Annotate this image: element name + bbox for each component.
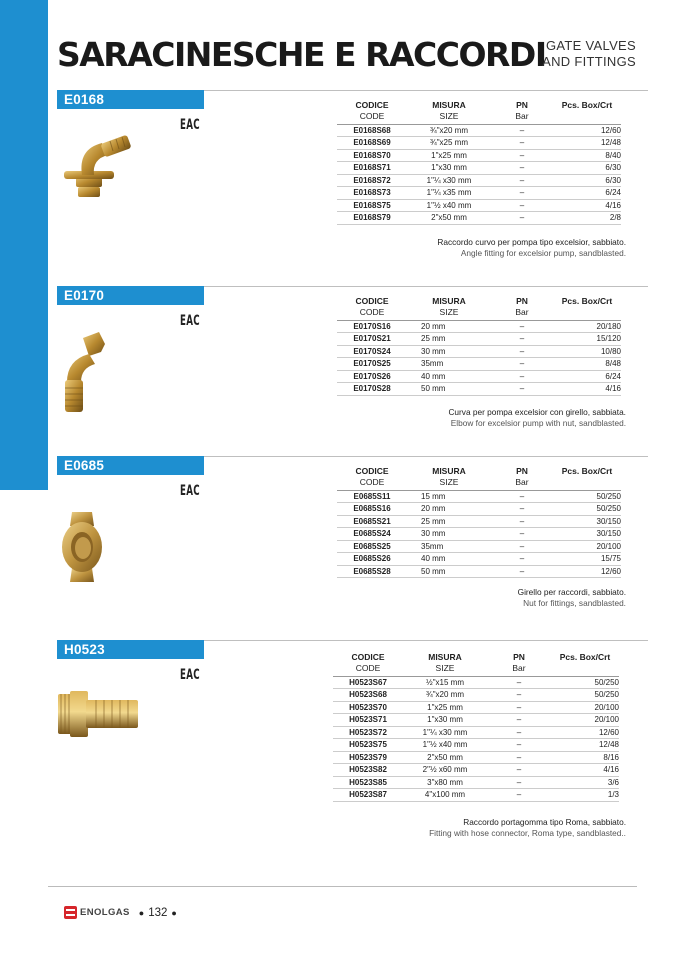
size: 40 mm bbox=[407, 553, 491, 566]
col-size: MISURA SIZE bbox=[403, 652, 487, 676]
eac-mark: EAC bbox=[180, 667, 200, 683]
table-row bbox=[333, 789, 619, 802]
footer bbox=[64, 906, 181, 919]
pn: – bbox=[487, 789, 551, 802]
size: 35mm bbox=[407, 358, 491, 371]
product-code: E0685S24 bbox=[337, 528, 407, 541]
size: 30 mm bbox=[407, 528, 491, 541]
pcs: 6/30 bbox=[553, 174, 621, 187]
col-pcs: Pcs. Box/Crt bbox=[553, 296, 621, 320]
product-code: E0685S11 bbox=[337, 490, 407, 503]
table-row bbox=[333, 776, 619, 789]
pn: – bbox=[491, 553, 553, 566]
table-row bbox=[333, 689, 619, 702]
size: ½"x15 mm bbox=[403, 676, 487, 689]
table-row bbox=[337, 540, 621, 553]
product-code: E0685S28 bbox=[337, 565, 407, 578]
table-row bbox=[337, 149, 621, 162]
product-code: E0170S28 bbox=[337, 383, 407, 396]
pcs: 1/3 bbox=[551, 789, 619, 802]
col-code: CODICE CODE bbox=[337, 296, 407, 320]
pn: – bbox=[491, 565, 553, 578]
pn: – bbox=[491, 490, 553, 503]
hose-connector-image bbox=[58, 688, 140, 740]
product-description bbox=[437, 237, 626, 259]
product-code: E0170S24 bbox=[337, 345, 407, 358]
table-row bbox=[333, 726, 619, 739]
pcs: 20/100 bbox=[553, 540, 621, 553]
table-row bbox=[337, 187, 621, 200]
pn: – bbox=[491, 212, 553, 225]
table-row bbox=[337, 565, 621, 578]
description-en: Elbow for excelsior pump with nut, sandblasted. bbox=[450, 418, 626, 428]
description-it: Raccordo curvo per pompa tipo excelsior, sabbiato. bbox=[437, 237, 626, 247]
size: 2"x50 mm bbox=[407, 212, 491, 225]
bullet-icon: ● bbox=[171, 907, 177, 918]
table-row bbox=[337, 515, 621, 528]
table-row bbox=[337, 320, 621, 333]
product-code: E0170S16 bbox=[337, 320, 407, 333]
pcs: 8/16 bbox=[551, 751, 619, 764]
subtitle-line-1: GATE VALVES bbox=[546, 38, 636, 53]
size: ¾"x25 mm bbox=[407, 137, 491, 150]
pn: – bbox=[491, 137, 553, 150]
product-code: E0685S16 bbox=[337, 503, 407, 516]
table-row bbox=[337, 212, 621, 225]
col-pn: PN Bar bbox=[491, 296, 553, 320]
pn: – bbox=[491, 358, 553, 371]
size: 1"¼ x35 mm bbox=[407, 187, 491, 200]
table-row bbox=[337, 383, 621, 396]
size: 40 mm bbox=[407, 370, 491, 383]
pn: – bbox=[491, 515, 553, 528]
page-title: SARACINESCHE E RACCORDI bbox=[57, 35, 546, 74]
product-code: E0168S70 bbox=[337, 149, 407, 162]
col-size: MISURA SIZE bbox=[407, 466, 491, 490]
size: 1"x25 mm bbox=[403, 701, 487, 714]
pn: – bbox=[487, 739, 551, 752]
col-pn: PN Bar bbox=[491, 466, 553, 490]
table-row bbox=[333, 714, 619, 727]
pn: – bbox=[491, 345, 553, 358]
pn: – bbox=[491, 528, 553, 541]
product-code: H0523S70 bbox=[333, 701, 403, 714]
table-row bbox=[337, 162, 621, 175]
pn: – bbox=[491, 199, 553, 212]
size: 20 mm bbox=[407, 503, 491, 516]
col-code: CODICE CODE bbox=[337, 466, 407, 490]
page-subtitle bbox=[542, 38, 636, 70]
product-code: E0170S25 bbox=[337, 358, 407, 371]
elbow-with-nut-image bbox=[55, 330, 110, 415]
description-en: Nut for fittings, sandblasted. bbox=[523, 598, 626, 608]
size: 4"x100 mm bbox=[403, 789, 487, 802]
pn: – bbox=[491, 149, 553, 162]
side-accent-bar bbox=[0, 0, 48, 490]
product-code: H0523S72 bbox=[333, 726, 403, 739]
pcs: 30/150 bbox=[553, 528, 621, 541]
table-header-row bbox=[337, 100, 621, 124]
size: 1"x30 mm bbox=[403, 714, 487, 727]
pcs: 50/250 bbox=[551, 689, 619, 702]
pn: – bbox=[487, 764, 551, 777]
size: 50 mm bbox=[407, 565, 491, 578]
product-code: E0168S71 bbox=[337, 162, 407, 175]
description-en: Fitting with hose connector, Roma type, sandblasted.. bbox=[429, 828, 626, 838]
pcs: 20/100 bbox=[551, 714, 619, 727]
table-row bbox=[337, 137, 621, 150]
table-row bbox=[333, 764, 619, 777]
table-row bbox=[337, 528, 621, 541]
pcs: 50/250 bbox=[553, 490, 621, 503]
product-code: E0685S25 bbox=[337, 540, 407, 553]
col-code: CODICE CODE bbox=[337, 100, 407, 124]
pn: – bbox=[491, 174, 553, 187]
product-code: E0168S68 bbox=[337, 124, 407, 137]
pcs: 15/120 bbox=[553, 333, 621, 346]
pn: – bbox=[487, 689, 551, 702]
pcs: 8/40 bbox=[553, 149, 621, 162]
section-tab: E0685 bbox=[57, 456, 204, 475]
product-code: E0685S21 bbox=[337, 515, 407, 528]
angle-fitting-image bbox=[58, 135, 138, 205]
section-tab: E0170 bbox=[57, 286, 204, 305]
section-divider bbox=[204, 286, 648, 287]
pn: – bbox=[487, 751, 551, 764]
product-code: E0170S26 bbox=[337, 370, 407, 383]
pcs: 12/60 bbox=[553, 124, 621, 137]
product-code: E0170S21 bbox=[337, 333, 407, 346]
product-description bbox=[429, 817, 626, 839]
product-code: H0523S82 bbox=[333, 764, 403, 777]
size: 15 mm bbox=[407, 490, 491, 503]
product-code: E0685S26 bbox=[337, 553, 407, 566]
table-header-row bbox=[337, 296, 621, 320]
product-code: E0168S72 bbox=[337, 174, 407, 187]
product-description bbox=[518, 587, 626, 609]
col-pn: PN Bar bbox=[491, 100, 553, 124]
pcs: 2/8 bbox=[553, 212, 621, 225]
pcs: 4/16 bbox=[553, 199, 621, 212]
section-tab: H0523 bbox=[57, 640, 204, 659]
spec-table bbox=[337, 466, 621, 578]
page-number: 132 bbox=[148, 906, 168, 919]
bullet-icon: ● bbox=[138, 907, 145, 918]
size: 2"x50 mm bbox=[403, 751, 487, 764]
product-code: H0523S85 bbox=[333, 776, 403, 789]
pcs: 12/48 bbox=[551, 739, 619, 752]
size: ¾"x20 mm bbox=[407, 124, 491, 137]
pcs: 3/6 bbox=[551, 776, 619, 789]
pn: – bbox=[491, 333, 553, 346]
product-code: H0523S87 bbox=[333, 789, 403, 802]
table-row bbox=[333, 739, 619, 752]
product-code: E0168S79 bbox=[337, 212, 407, 225]
pcs: 12/60 bbox=[551, 726, 619, 739]
pn: – bbox=[491, 540, 553, 553]
product-code: H0523S67 bbox=[333, 676, 403, 689]
enolgas-logo-icon bbox=[64, 906, 77, 919]
eac-mark: EAC bbox=[180, 117, 200, 133]
pn: – bbox=[491, 383, 553, 396]
table-row bbox=[337, 199, 621, 212]
nut-image bbox=[58, 510, 108, 585]
product-code: H0523S68 bbox=[333, 689, 403, 702]
product-code: H0523S79 bbox=[333, 751, 403, 764]
pcs: 15/75 bbox=[553, 553, 621, 566]
pcs: 50/250 bbox=[553, 503, 621, 516]
size: 2"½ x60 mm bbox=[403, 764, 487, 777]
table-row bbox=[337, 490, 621, 503]
col-pcs: Pcs. Box/Crt bbox=[551, 652, 619, 676]
description-it: Raccordo portagomma tipo Roma, sabbiato. bbox=[463, 817, 626, 827]
table-row bbox=[337, 333, 621, 346]
table-row bbox=[337, 345, 621, 358]
pcs: 50/250 bbox=[551, 676, 619, 689]
pcs: 12/60 bbox=[553, 565, 621, 578]
pn: – bbox=[487, 776, 551, 789]
pn: – bbox=[487, 701, 551, 714]
description-en: Angle fitting for excelsior pump, sandblasted. bbox=[460, 248, 626, 258]
pcs: 4/16 bbox=[553, 383, 621, 396]
size: 35mm bbox=[407, 540, 491, 553]
pcs: 10/80 bbox=[553, 345, 621, 358]
col-pcs: Pcs. Box/Crt bbox=[553, 100, 621, 124]
pn: – bbox=[491, 162, 553, 175]
section-divider bbox=[204, 90, 648, 91]
section-divider bbox=[204, 456, 648, 457]
section-divider bbox=[204, 640, 648, 641]
pcs: 4/16 bbox=[551, 764, 619, 777]
size: 25 mm bbox=[407, 333, 491, 346]
col-code: CODICE CODE bbox=[333, 652, 403, 676]
pn: – bbox=[487, 726, 551, 739]
table-header-row bbox=[333, 652, 619, 676]
spec-table bbox=[337, 100, 621, 225]
footer-divider bbox=[48, 886, 637, 887]
product-code: E0168S75 bbox=[337, 199, 407, 212]
size: 3"x80 mm bbox=[403, 776, 487, 789]
table-row bbox=[337, 174, 621, 187]
pcs: 30/150 bbox=[553, 515, 621, 528]
spec-table bbox=[333, 652, 619, 802]
pn: – bbox=[491, 124, 553, 137]
pn: – bbox=[491, 187, 553, 200]
pcs: 20/100 bbox=[551, 701, 619, 714]
table-row bbox=[337, 358, 621, 371]
pcs: 12/48 bbox=[553, 137, 621, 150]
table-row bbox=[337, 124, 621, 137]
brand-name: ENOLGAS bbox=[80, 907, 130, 918]
pcs: 6/24 bbox=[553, 370, 621, 383]
pn: – bbox=[491, 370, 553, 383]
table-row bbox=[333, 676, 619, 689]
product-code: E0168S73 bbox=[337, 187, 407, 200]
pn: – bbox=[491, 320, 553, 333]
section-tab: E0168 bbox=[57, 90, 204, 109]
size: 1"x25 mm bbox=[407, 149, 491, 162]
table-row bbox=[337, 370, 621, 383]
table-header-row bbox=[337, 466, 621, 490]
table-row bbox=[337, 553, 621, 566]
product-code: H0523S75 bbox=[333, 739, 403, 752]
size: 1"½ x40 mm bbox=[407, 199, 491, 212]
pcs: 6/30 bbox=[553, 162, 621, 175]
col-size: MISURA SIZE bbox=[407, 100, 491, 124]
eac-mark: EAC bbox=[180, 483, 200, 499]
table-row bbox=[333, 751, 619, 764]
size: 20 mm bbox=[407, 320, 491, 333]
col-pcs: Pcs. Box/Crt bbox=[553, 466, 621, 490]
table-row bbox=[337, 503, 621, 516]
size: 1"½ x40 mm bbox=[403, 739, 487, 752]
size: 1"¼ x30 mm bbox=[407, 174, 491, 187]
col-pn: PN Bar bbox=[487, 652, 551, 676]
size: 1"¼ x30 mm bbox=[403, 726, 487, 739]
pcs: 20/180 bbox=[553, 320, 621, 333]
size: 1"x30 mm bbox=[407, 162, 491, 175]
table-row bbox=[333, 701, 619, 714]
description-it: Girello per raccordi, sabbiato. bbox=[517, 587, 626, 597]
eac-mark: EAC bbox=[180, 313, 200, 329]
col-size: MISURA SIZE bbox=[407, 296, 491, 320]
spec-table bbox=[337, 296, 621, 396]
size: 30 mm bbox=[407, 345, 491, 358]
subtitle-line-2: AND FITTINGS bbox=[542, 54, 636, 69]
product-description bbox=[448, 407, 626, 429]
product-code: E0168S69 bbox=[337, 137, 407, 150]
product-code: H0523S71 bbox=[333, 714, 403, 727]
pcs: 8/48 bbox=[553, 358, 621, 371]
pn: – bbox=[487, 714, 551, 727]
size: ¾"x20 mm bbox=[403, 689, 487, 702]
size: 50 mm bbox=[407, 383, 491, 396]
size: 25 mm bbox=[407, 515, 491, 528]
pcs: 6/24 bbox=[553, 187, 621, 200]
pn: – bbox=[491, 503, 553, 516]
description-it: Curva per pompa excelsior con girello, sabbiata. bbox=[448, 407, 626, 417]
pn: – bbox=[487, 676, 551, 689]
